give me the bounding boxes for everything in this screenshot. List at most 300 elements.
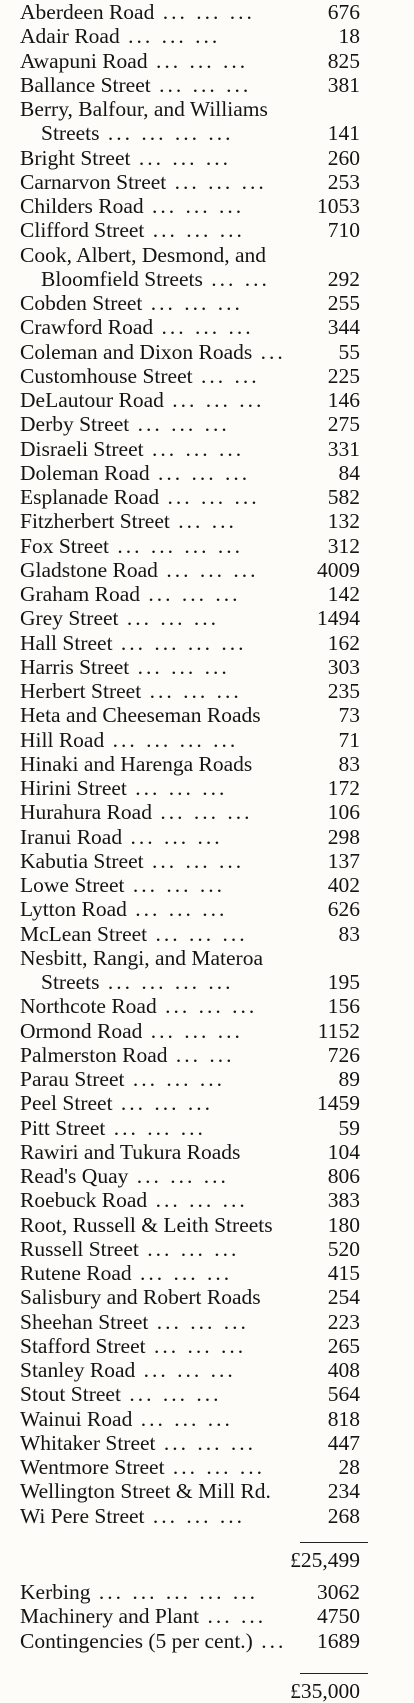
dot-leader: ... ... — [199, 1604, 267, 1629]
item-label — [20, 631, 247, 655]
street-row — [0, 437, 414, 461]
item-name: Wellington Street & Mill Rd. — [20, 1479, 271, 1504]
street-row — [0, 1188, 414, 1212]
item-amount: 626 — [327, 897, 360, 922]
item-label — [20, 1455, 265, 1479]
item-name: Bright Street — [20, 145, 131, 170]
dot-leader: ... ... ... — [159, 485, 260, 509]
item-amount: 260 — [327, 145, 360, 170]
item-name: Bloomfield Streets — [41, 266, 203, 291]
item-amount: 73 — [338, 703, 360, 728]
item-amount: 223 — [327, 1309, 360, 1334]
item-name: Kerbing — [20, 1580, 91, 1604]
street-row — [0, 728, 414, 752]
dot-leader: ... ... ... — [143, 436, 245, 461]
street-row — [0, 1504, 414, 1528]
street-row — [0, 243, 414, 267]
street-row — [0, 1261, 414, 1285]
item-amount: 582 — [327, 485, 360, 509]
dot-leader: ... ... ... — [112, 1091, 214, 1116]
item-label — [20, 1479, 271, 1503]
item-amount: 710 — [327, 218, 360, 243]
item-name: Nesbitt, Rangi, and Materoa — [20, 945, 264, 970]
item-label — [20, 582, 241, 606]
item-label — [20, 1382, 221, 1406]
street-row — [0, 1358, 414, 1382]
item-name: Northcote Road — [20, 994, 157, 1019]
street-row — [0, 946, 414, 970]
item-name: Gladstone Road — [20, 557, 158, 582]
item-name: Kabutia Street — [20, 848, 144, 873]
street-row — [0, 970, 414, 994]
item-amount: 676 — [327, 0, 360, 24]
item-amount: 520 — [327, 1236, 360, 1261]
dot-leader: ... ... ... — [153, 315, 254, 340]
street-row — [0, 1213, 414, 1237]
item-name: Read's Quay — [20, 1164, 129, 1188]
dot-leader: ... ... — [192, 363, 260, 388]
dot-leader: ... ... ... — [154, 0, 255, 24]
item-name: Customhouse Street — [20, 363, 193, 388]
item-amount: 806 — [327, 1164, 360, 1188]
item-amount: 825 — [327, 48, 360, 73]
dot-leader: ... ... ... ... — [99, 970, 234, 994]
dot-leader: ... ... ... — [166, 169, 267, 194]
item-amount: 381 — [327, 72, 360, 97]
dot-leader: ... ... ... — [147, 921, 248, 946]
street-row — [0, 0, 414, 24]
spacer — [0, 1572, 414, 1580]
item-label — [20, 534, 243, 558]
street-row — [0, 703, 414, 727]
street-row — [0, 461, 414, 485]
item-amount: 408 — [327, 1358, 360, 1382]
item-name: Doleman Road — [20, 460, 150, 485]
item-amount: 292 — [327, 266, 360, 291]
item-amount: 383 — [327, 1188, 360, 1213]
item-amount: 344 — [327, 315, 360, 340]
item-amount: 234 — [327, 1479, 360, 1504]
street-row — [0, 1334, 414, 1358]
item-name: Root, Russell & Leith Streets — [20, 1212, 273, 1237]
dot-leader: ... ... ... ... — [112, 630, 247, 655]
item-name: DeLautour Road — [20, 388, 164, 412]
item-amount: 254 — [327, 1285, 360, 1310]
item-amount: 265 — [327, 1333, 360, 1358]
spacer — [0, 1528, 414, 1548]
item-label — [20, 243, 266, 267]
item-label — [20, 73, 251, 97]
dot-leader: ... ... ... — [129, 412, 230, 437]
street-row — [0, 97, 414, 121]
item-amount: 195 — [327, 970, 360, 994]
dot-leader: ... ... ... ... — [104, 727, 239, 752]
item-name: Berry, Balfour, and Williams — [20, 97, 268, 121]
item-name: Roebuck Road — [20, 1188, 148, 1213]
item-label — [20, 340, 286, 364]
street-row — [0, 752, 414, 776]
item-label — [20, 388, 264, 412]
item-name: Rawiri and Tukura Roads — [20, 1139, 241, 1164]
item-label — [20, 1358, 236, 1382]
dot-leader: ... ... ... — [126, 776, 228, 800]
street-row — [0, 1237, 414, 1261]
dot-leader: ... ... ... — [138, 1236, 240, 1261]
dot-leader: ... — [252, 1628, 287, 1653]
item-label — [20, 437, 244, 461]
dot-leader: ... ... ... ... ... — [90, 1580, 258, 1604]
item-label — [20, 1604, 266, 1628]
item-name: Clifford Street — [20, 218, 145, 243]
item-amount: 818 — [327, 1406, 360, 1431]
item-name: Sheehan Street — [20, 1309, 149, 1334]
item-name: Streets — [41, 121, 100, 146]
item-name: Aberdeen Road — [20, 0, 155, 24]
dot-leader: ... — [252, 339, 286, 364]
subtotal-amount: £25,499 — [290, 1547, 360, 1572]
item-name: Lytton Road — [20, 897, 127, 922]
item-name: Fox Street — [20, 533, 109, 558]
item-name: Hinaki and Harenga Roads — [20, 751, 253, 776]
item-label — [20, 509, 237, 533]
item-label — [20, 1188, 248, 1212]
item-name: Hall Street — [20, 630, 113, 655]
item-label — [20, 1285, 261, 1309]
street-row — [0, 121, 414, 145]
dot-leader: ... ... ... — [135, 1358, 236, 1382]
street-row — [0, 1431, 414, 1455]
item-amount: 162 — [327, 630, 360, 655]
item-name: Lowe Street — [20, 873, 125, 897]
item-label — [20, 1629, 286, 1653]
street-row — [0, 73, 414, 97]
street-row — [0, 218, 414, 242]
item-amount: 84 — [338, 460, 360, 485]
dot-leader: ... ... ... — [122, 824, 223, 849]
item-label — [20, 1164, 229, 1188]
item-name: McLean Street — [20, 921, 148, 946]
item-amount: 253 — [327, 169, 360, 194]
item-name: Palmerston Road — [20, 1042, 168, 1067]
dot-leader: ... ... — [169, 509, 237, 534]
street-row — [0, 679, 414, 703]
item-name: Cook, Albert, Desmond, and — [20, 242, 267, 267]
street-row — [0, 800, 414, 824]
dot-leader: ... ... ... — [164, 1455, 266, 1479]
item-label — [20, 461, 250, 485]
dot-leader: ... ... ... — [147, 1188, 248, 1213]
street-row — [0, 606, 414, 630]
street-row — [0, 825, 414, 849]
item-amount: 132 — [327, 509, 360, 534]
street-row — [0, 1043, 414, 1067]
dot-leader: ... ... ... — [151, 800, 253, 825]
item-label — [20, 1043, 235, 1067]
item-amount: 4750 — [317, 1604, 360, 1629]
dot-leader: ... ... ... — [147, 48, 249, 73]
item-label — [20, 679, 242, 703]
street-row — [0, 631, 414, 655]
item-label — [20, 703, 261, 727]
item-label — [20, 655, 230, 679]
item-name: Awapuni Road — [20, 48, 148, 73]
item-amount: 726 — [327, 1042, 360, 1067]
item-label — [20, 1019, 243, 1043]
dot-leader: ... ... ... — [156, 994, 258, 1019]
street-row — [0, 582, 414, 606]
item-label — [20, 873, 225, 897]
item-label — [20, 291, 243, 315]
item-label — [20, 1237, 239, 1261]
item-name: Cobden Street — [20, 291, 143, 315]
item-label — [20, 1407, 233, 1431]
street-row — [0, 170, 414, 194]
item-name: Grey Street — [20, 606, 119, 631]
street-row — [0, 776, 414, 800]
item-label — [20, 800, 252, 824]
dot-leader: ... ... ... — [143, 194, 245, 218]
dot-leader: ... ... ... — [119, 24, 221, 49]
item-label — [20, 1310, 249, 1334]
item-name: Stout Street — [20, 1382, 121, 1407]
item-name: Herbert Street — [20, 679, 142, 703]
item-amount: 415 — [327, 1261, 360, 1285]
item-amount: 235 — [327, 679, 360, 703]
item-label — [20, 994, 257, 1018]
dot-leader: ... ... ... — [141, 679, 242, 703]
item-name: Coleman and Dixon Roads — [20, 339, 253, 364]
dot-leader: ... ... ... — [149, 460, 251, 485]
item-amount: 275 — [327, 412, 360, 437]
extra-row — [0, 1604, 414, 1628]
item-label — [20, 364, 260, 388]
item-name: Wi Pere Street — [20, 1503, 145, 1528]
item-label — [20, 0, 255, 24]
item-label — [20, 946, 263, 970]
street-row — [0, 1407, 414, 1431]
item-label — [20, 1431, 256, 1455]
street-row — [0, 1382, 414, 1406]
street-row — [0, 194, 414, 218]
dot-leader: ... ... ... — [148, 1309, 249, 1334]
subtotal-row — [0, 1548, 414, 1572]
item-amount: 156 — [327, 994, 360, 1019]
item-name: Salisbury and Robert Roads — [20, 1285, 261, 1310]
item-label — [20, 922, 248, 946]
item-amount: 55 — [338, 339, 360, 364]
item-label — [20, 1067, 225, 1091]
street-row — [0, 849, 414, 873]
dot-leader: ... ... ... — [126, 897, 228, 922]
item-name: Ballance Street — [20, 72, 151, 97]
street-row — [0, 485, 414, 509]
dot-leader: ... ... ... — [144, 218, 245, 243]
dot-leader: ... ... ... — [130, 145, 231, 170]
street-row — [0, 49, 414, 73]
dot-leader: ... ... ... — [140, 582, 241, 606]
street-row — [0, 509, 414, 533]
item-amount: 1494 — [317, 606, 360, 631]
item-amount: 1689 — [317, 1628, 360, 1653]
street-row — [0, 267, 414, 291]
item-amount: 564 — [327, 1382, 360, 1407]
item-name: Disraeli Street — [20, 436, 144, 461]
dot-leader: ... ... ... — [124, 873, 225, 897]
item-amount: 447 — [327, 1430, 360, 1455]
street-row — [0, 1067, 414, 1091]
item-amount: 303 — [327, 654, 360, 679]
item-label — [20, 97, 268, 121]
item-amount: 1459 — [317, 1091, 360, 1116]
dot-leader: ... ... ... ... — [99, 121, 234, 146]
dot-leader: ... ... ... — [157, 557, 259, 582]
item-name: Machinery and Plant — [20, 1604, 200, 1629]
street-row — [0, 1019, 414, 1043]
item-amount: 71 — [338, 727, 360, 752]
item-amount: 312 — [327, 533, 360, 558]
item-name: Rutene Road — [20, 1261, 132, 1285]
street-row — [0, 315, 414, 339]
item-label — [20, 1261, 232, 1285]
street-row — [0, 922, 414, 946]
item-label — [20, 1580, 258, 1604]
item-amount: 268 — [327, 1503, 360, 1528]
item-amount: 18 — [338, 24, 360, 49]
total-rule — [300, 1673, 368, 1674]
item-label — [20, 825, 223, 849]
item-name: Stanley Road — [20, 1358, 136, 1382]
item-name: Wainui Road — [20, 1406, 133, 1431]
item-name: Russell Street — [20, 1236, 139, 1261]
item-amount: 89 — [338, 1067, 360, 1091]
item-label — [20, 897, 227, 921]
item-name: Esplanade Road — [20, 485, 160, 509]
item-label — [20, 1140, 240, 1164]
item-label — [20, 752, 252, 776]
dot-leader: ... ... ... — [105, 1115, 206, 1140]
item-name: Heta and Cheeseman Roads — [20, 703, 261, 728]
item-name: Hirini Street — [20, 776, 127, 800]
item-label — [20, 218, 245, 242]
dot-leader: ... ... ... — [129, 654, 230, 679]
item-label — [20, 24, 220, 48]
item-amount: 104 — [327, 1139, 360, 1164]
item-amount: 298 — [327, 824, 360, 849]
item-name: Contingencies (5 per cent.) — [20, 1628, 253, 1653]
street-row — [0, 897, 414, 921]
street-row — [0, 1091, 414, 1115]
street-row — [0, 1140, 414, 1164]
item-label — [20, 194, 244, 218]
item-label — [20, 49, 248, 73]
item-amount: 402 — [327, 873, 360, 897]
item-label — [20, 412, 230, 436]
item-name: Ormond Road — [20, 1018, 143, 1043]
item-label — [41, 970, 234, 994]
item-name: Fitzherbert Street — [20, 509, 170, 534]
dot-leader: ... ... ... — [142, 291, 243, 315]
dot-leader: ... ... ... — [142, 1018, 243, 1043]
item-label — [20, 558, 258, 582]
dot-leader: ... ... ... — [144, 1503, 246, 1528]
item-name: Parau Street — [20, 1067, 125, 1091]
spacer — [0, 1653, 414, 1679]
item-amount: 83 — [338, 921, 360, 946]
street-row — [0, 1479, 414, 1503]
grand-total-row — [0, 1679, 414, 1703]
street-row — [0, 364, 414, 388]
dot-leader: ... ... ... — [155, 1430, 257, 1455]
item-name: Peel Street — [20, 1091, 113, 1116]
dot-leader: ... ... ... — [120, 1382, 222, 1407]
item-amount: 146 — [327, 388, 360, 412]
item-label — [20, 1334, 246, 1358]
grand-total-amount: £35,000 — [290, 1678, 360, 1703]
street-row — [0, 558, 414, 582]
extra-row — [0, 1629, 414, 1653]
item-amount: 59 — [338, 1115, 360, 1140]
item-amount: 28 — [338, 1455, 360, 1479]
item-label — [20, 849, 244, 873]
item-amount: 180 — [327, 1212, 360, 1237]
item-label — [20, 728, 238, 752]
street-row — [0, 340, 414, 364]
dot-leader: ... ... ... ... — [108, 533, 243, 558]
dot-leader: ... ... — [202, 266, 270, 291]
item-label — [20, 1116, 206, 1140]
item-amount: 3062 — [317, 1580, 360, 1604]
item-name: Hill Road — [20, 727, 105, 752]
street-row — [0, 655, 414, 679]
item-label — [20, 606, 219, 630]
item-amount: 172 — [327, 776, 360, 800]
dot-leader: ... ... ... — [150, 72, 252, 97]
dot-leader: ... ... ... — [124, 1067, 225, 1091]
item-label — [20, 776, 227, 800]
dot-leader: ... ... ... — [131, 1261, 233, 1285]
item-amount: 142 — [327, 582, 360, 606]
street-row — [0, 412, 414, 436]
item-label — [20, 146, 231, 170]
item-name: Graham Road — [20, 582, 141, 606]
item-label — [41, 267, 270, 291]
street-row — [0, 873, 414, 897]
item-amount: 1152 — [317, 1018, 360, 1043]
street-row — [0, 388, 414, 412]
dot-leader: ... ... ... — [145, 1333, 247, 1358]
item-name: Iranui Road — [20, 824, 123, 849]
dot-leader: ... ... ... — [143, 848, 245, 873]
item-name: Childers Road — [20, 194, 144, 218]
item-name: Derby Street — [20, 412, 130, 437]
street-row — [0, 1116, 414, 1140]
item-amount: 106 — [327, 800, 360, 825]
dot-leader: ... ... ... — [132, 1406, 233, 1431]
item-label — [20, 170, 267, 194]
item-label — [20, 1213, 273, 1237]
item-name: Hurahura Road — [20, 800, 152, 825]
street-row — [0, 146, 414, 170]
item-label — [20, 485, 260, 509]
item-name: Whitaker Street — [20, 1430, 156, 1455]
item-name: Pitt Street — [20, 1115, 106, 1140]
dot-leader: ... ... ... — [163, 388, 265, 412]
item-label — [20, 315, 254, 339]
street-row — [0, 1285, 414, 1309]
item-name: Streets — [41, 970, 100, 994]
street-row — [0, 291, 414, 315]
item-label — [20, 1091, 213, 1115]
